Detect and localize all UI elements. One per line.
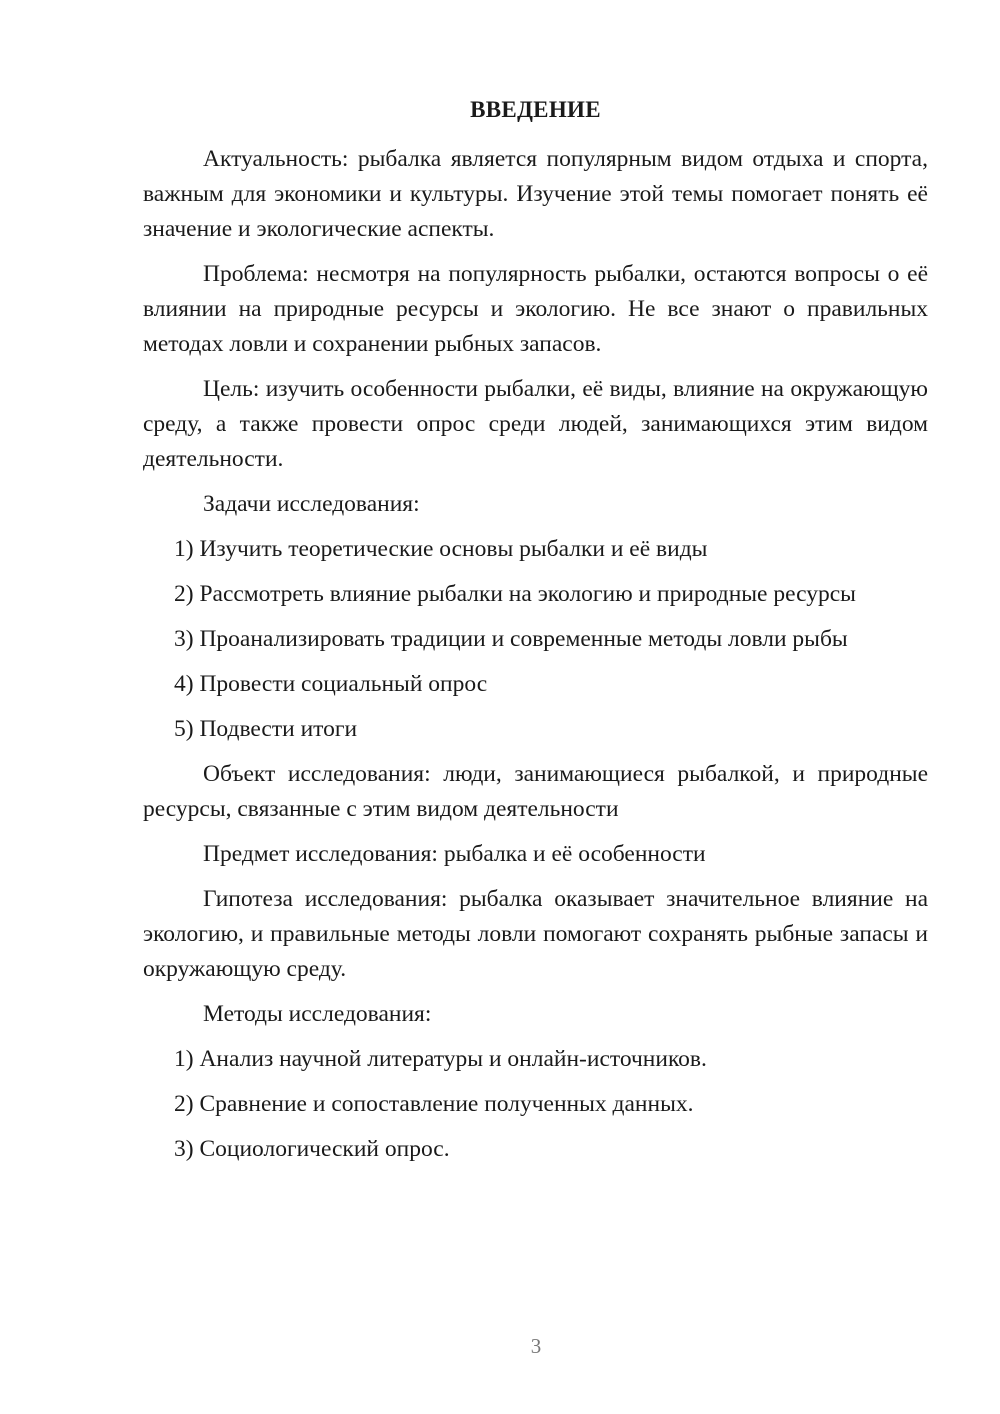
list-item-method-1: 1) Анализ научной литературы и онлайн-источников. — [174, 1046, 707, 1072]
paragraph-goal: Цель: изучить особенности рыбалки, её виды, влияние на окружающую среду, а также провести опрос среди людей, занимающихся этим видом деятельности. — [143, 376, 928, 472]
paragraph-hypothesis: Гипотеза исследования: рыбалка оказывает значительное влияние на экологию, и правильные методы ловли помогают сохранять рыбные запасы и окружающую среду. — [143, 886, 928, 982]
list-item-task-4: 4) Провести социальный опрос — [174, 671, 488, 697]
page-content — [143, 94, 928, 1177]
paragraph-relevance: Актуальность: рыбалка является популярным видом отдыха и спорта, важным для экономики и культуры. Изучение этой темы помогает понять её значение и экологические аспекты. — [143, 146, 928, 242]
paragraph-subject: Предмет исследования: рыбалка и её особенности — [203, 841, 706, 867]
methods-heading: Методы исследования: — [203, 1001, 432, 1027]
list-item-task-3: 3) Проанализировать традиции и современные методы ловли рыбы — [174, 626, 848, 652]
list-item-task-5: 5) Подвести итоги — [174, 716, 358, 742]
tasks-list — [143, 532, 928, 747]
list-item-task-1: 1) Изучить теоретические основы рыбалки и её виды — [174, 536, 708, 562]
tasks-heading: Задачи исследования: — [203, 491, 420, 517]
paragraph-object: Объект исследования: люди, занимающиеся рыбалкой, и природные ресурсы, связанные с этим видом деятельности — [143, 761, 928, 822]
list-item-task-2: 2) Рассмотреть влияние рыбалки на экологию и природные ресурсы — [174, 581, 856, 607]
list-item-method-2: 2) Сравнение и сопоставление полученных данных. — [174, 1091, 694, 1117]
page-number: 3 — [530, 1334, 542, 1358]
paragraph-problem: Проблема: несмотря на популярность рыбалки, остаются вопросы о её влиянии на природные ресурсы и экологию. Не все знают о правильных методах ловли и сохранении рыбных запасов. — [143, 261, 928, 357]
methods-list — [143, 1042, 928, 1167]
list-item-method-3: 3) Социологический опрос. — [174, 1136, 450, 1162]
page-title: ВВЕДЕНИЕ — [470, 97, 601, 122]
